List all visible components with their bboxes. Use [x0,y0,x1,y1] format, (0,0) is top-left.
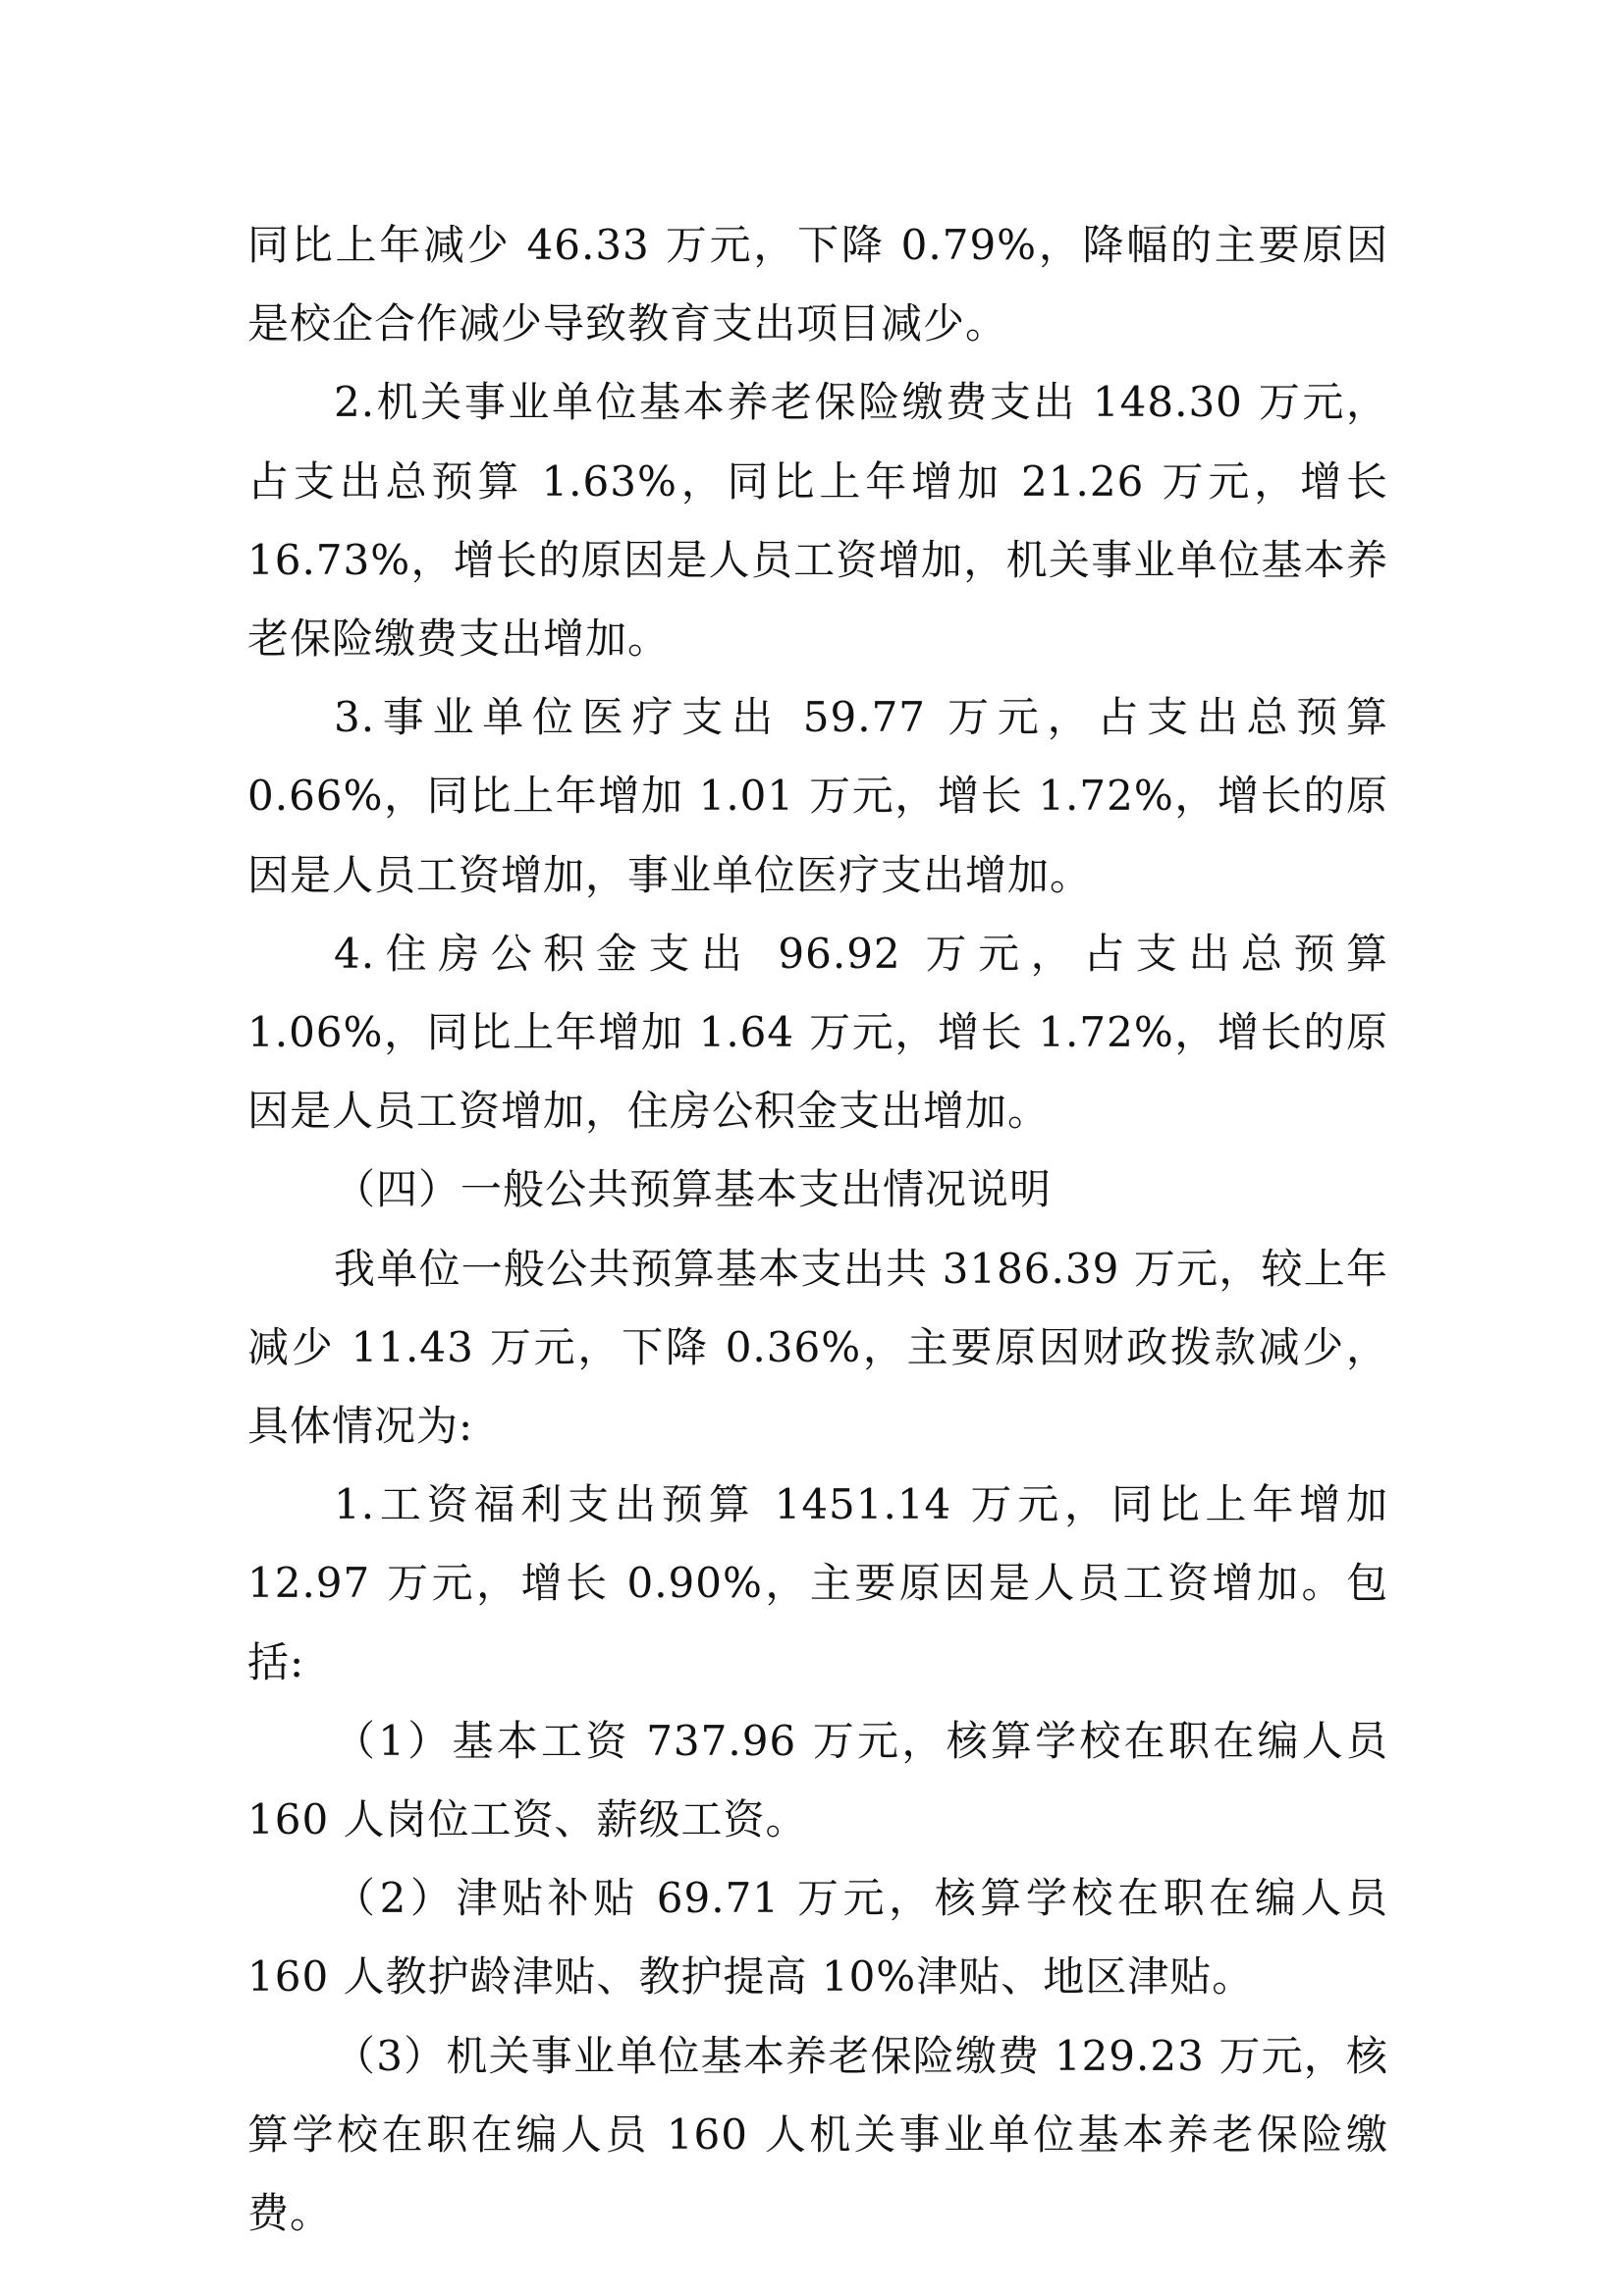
paragraph-pension-contribution: （3）机关事业单位基本养老保险缴费 129.23 万元，核算学校在职在编人员 160 人机关事业单位基本养老保险缴费。 [247,2031,1388,2238]
paragraph-continuation: 同比上年减少 46.33 万元，下降 0.79%，降幅的主要原因是校企合作减少导致教育支出项目减少。 [247,221,1388,348]
paragraph-salary-welfare: 1.工资福利支出预算 1451.14 万元，同比上年增加 12.97 万元，增长 0.90%，主要原因是人员工资增加。包括: [247,1480,1388,1686]
paragraph-allowances: （2）津贴补贴 69.71 万元，核算学校在职在编人员 160 人教护龄津贴、教护提高 10%津贴、地区津贴。 [247,1874,1388,2002]
document-body [247,206,1388,2253]
paragraph-medical-expense: 3.事业单位医疗支出 59.77 万元，占支出总预算 0.66%，同比上年增加 1.01 万元，增长 1.72%，增长的原因是人员工资增加，事业单位医疗支出增加。 [247,693,1388,899]
paragraph-housing-fund-expense: 4.住房公积金支出 96.92 万元，占支出总预算 1.06%，同比上年增加 1.64 万元，增长 1.72%，增长的原因是人员工资增加，住房公积金支出增加。 [247,929,1388,1136]
paragraph-basic-expenditure-summary: 我单位一般公共预算基本支出共 3186.39 万元，较上年减少 11.43 万元，下降 0.36%，主要原因财政拨款减少，具体情况为: [247,1244,1388,1451]
paragraph-basic-salary: （1）基本工资 737.96 万元，核算学校在职在编人员 160 人岗位工资、薪级工资。 [247,1716,1388,1844]
section-heading-basic-expenditure: （四）一般公共预算基本支出情况说明 [334,1165,1053,1214]
paragraph-pension-expense: 2.机关事业单位基本养老保险缴费支出 148.30 万元，占支出总预算 1.63%，同比上年增加 21.26 万元，增长 16.73%，增长的原因是人员工资增加，机关事业单位基本养老保险缴费支出增加。 [247,378,1388,664]
